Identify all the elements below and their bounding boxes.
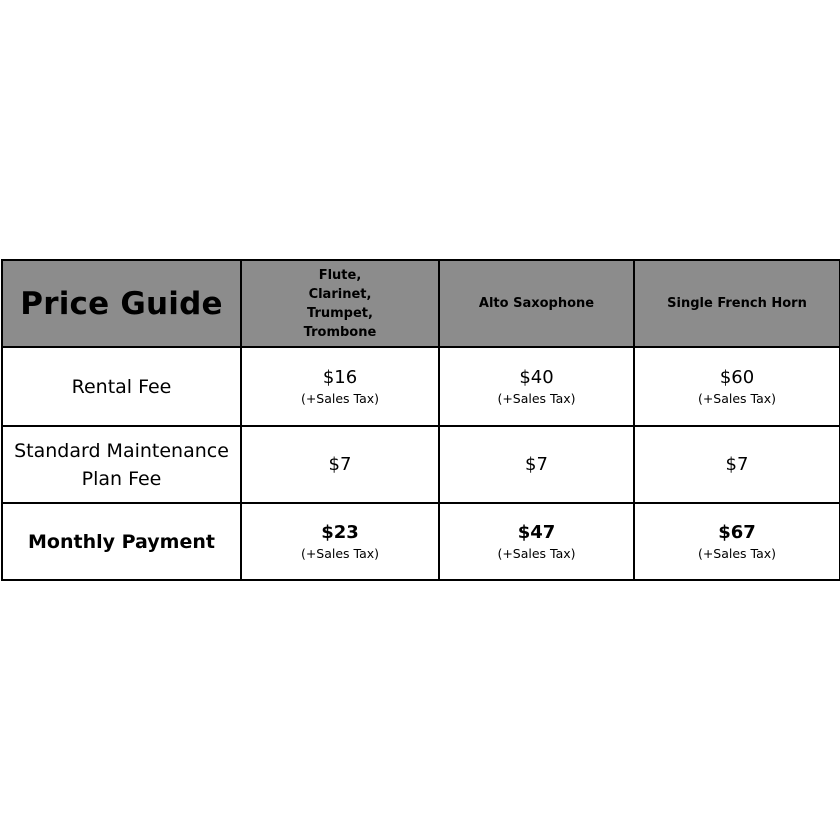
price-cell bbox=[439, 503, 634, 580]
price-note: (+Sales Tax) bbox=[697, 391, 777, 407]
column-header-line: Flute, bbox=[318, 267, 362, 283]
price-cell bbox=[241, 503, 439, 580]
column-header-line: Single French Horn bbox=[667, 296, 807, 312]
row-label-line: Standard Maintenance bbox=[14, 439, 229, 462]
column-header-label bbox=[440, 294, 633, 313]
price-amount: $67 bbox=[718, 522, 756, 543]
row-label bbox=[3, 373, 240, 401]
price-amount: $16 bbox=[322, 367, 358, 389]
price-note: (+Sales Tax) bbox=[300, 546, 380, 561]
price-note: (+Sales Tax) bbox=[697, 546, 777, 561]
row-label-cell bbox=[2, 426, 241, 503]
row-label-cell bbox=[2, 347, 241, 426]
price-amount: $7 bbox=[328, 453, 352, 475]
price-cell bbox=[241, 347, 439, 426]
table-row-maintenance-plan-fee bbox=[2, 426, 840, 503]
column-header-line: Trumpet, bbox=[307, 305, 373, 321]
price-cell bbox=[439, 347, 634, 426]
column-header-alto-saxophone bbox=[439, 260, 634, 347]
column-header-line: Trombone bbox=[303, 324, 377, 340]
table-title: Price Guide bbox=[20, 285, 223, 322]
column-header-line: Alto Saxophone bbox=[478, 296, 595, 312]
price-note: (+Sales Tax) bbox=[300, 391, 380, 407]
row-label bbox=[3, 437, 240, 493]
table-row-rental-fee bbox=[2, 347, 840, 426]
table-header-row bbox=[2, 260, 840, 347]
price-amount: $47 bbox=[517, 522, 556, 543]
table-row-monthly-payment bbox=[2, 503, 840, 580]
price-amount: $40 bbox=[519, 367, 554, 389]
column-header-line: Clarinet, bbox=[308, 286, 372, 302]
price-note: (+Sales Tax) bbox=[497, 546, 576, 561]
price-cell bbox=[439, 426, 634, 503]
price-cell bbox=[634, 347, 840, 426]
column-header-label bbox=[635, 294, 839, 313]
column-header-label bbox=[242, 266, 438, 342]
price-cell bbox=[634, 503, 840, 580]
row-label-line: Rental Fee bbox=[71, 375, 172, 398]
row-label-cell bbox=[2, 503, 241, 580]
price-note: (+Sales Tax) bbox=[497, 391, 576, 407]
row-label-line: Monthly Payment bbox=[28, 530, 215, 553]
price-guide-table bbox=[1, 259, 840, 581]
price-cell bbox=[241, 426, 439, 503]
price-cell bbox=[634, 426, 840, 503]
price-amount: $23 bbox=[321, 522, 359, 543]
row-label-line: Plan Fee bbox=[81, 467, 162, 490]
price-amount: $7 bbox=[725, 453, 749, 475]
table-title-cell bbox=[2, 260, 241, 347]
price-amount: $60 bbox=[719, 367, 755, 389]
column-header-single-french-horn bbox=[634, 260, 840, 347]
column-header-flute-clarinet-trumpet-trombone bbox=[241, 260, 439, 347]
price-amount: $7 bbox=[525, 453, 548, 475]
row-label bbox=[3, 528, 240, 556]
